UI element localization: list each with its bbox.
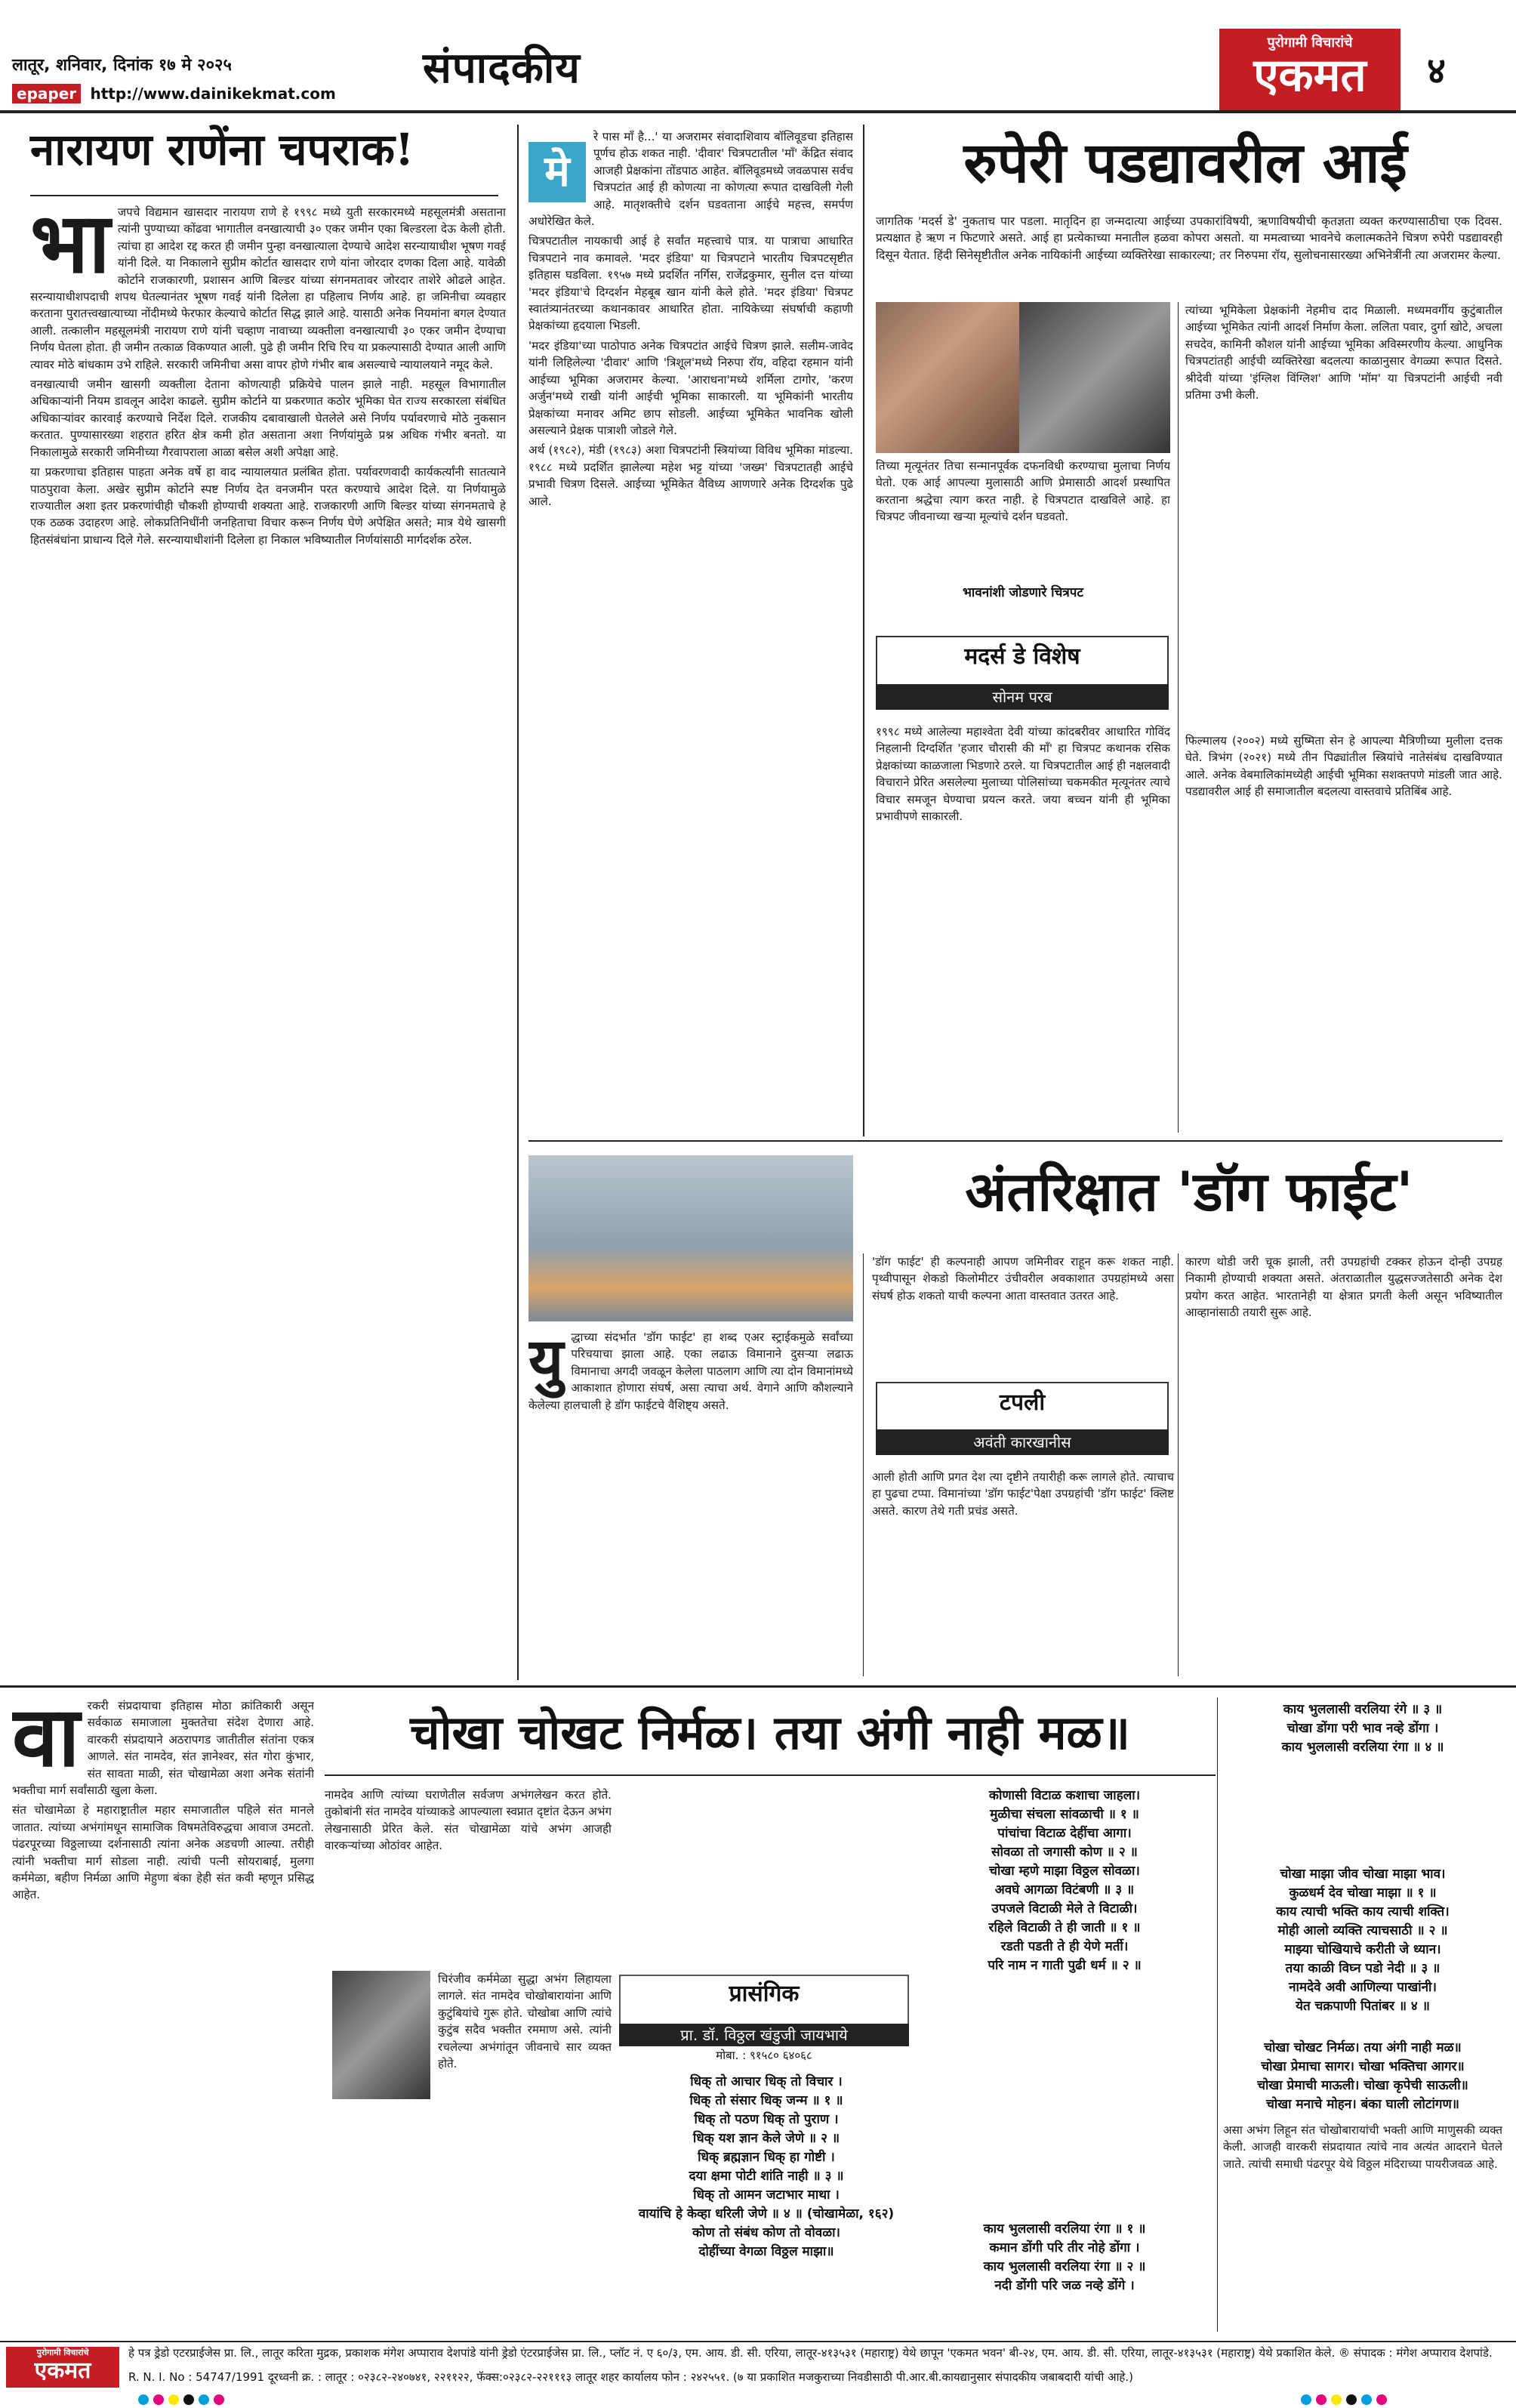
mothers-day-author: सोनम परब bbox=[876, 684, 1169, 710]
prasangik-title: प्रासंगिक bbox=[729, 1981, 800, 2007]
poem1-line: दोहींच्या वेगळा विठ्ठल माझा॥ bbox=[698, 2244, 834, 2259]
tapli-author: अवंती कारखानीस bbox=[876, 1429, 1169, 1455]
color-registration-dots-left bbox=[136, 2394, 226, 2408]
poem1-line: धिक् तो पठण धिक् तो पुराण । bbox=[694, 2112, 839, 2127]
poem5-line: चोखा प्रेमाची माऊली। चोखा कृपेची साऊली॥ bbox=[1257, 2078, 1468, 2093]
footer-logo-name: एकमत bbox=[34, 2357, 91, 2384]
article4-dropcap: यु bbox=[528, 1329, 564, 1395]
article5-col3-top bbox=[619, 1787, 914, 1968]
article4-headline: अंतरिक्षात 'डॉग फाईट' bbox=[965, 1159, 1413, 1223]
poem2-line: पांचांचा विटाळ देहींचा आगा। bbox=[997, 1826, 1132, 1841]
article4-p3: आली होती आणि प्रगत देश त्या दृष्टीने तयारीही करू लागले होते. त्याचाच हा पुढचा टप्पा. विमानांच्या 'डॉग फाईट'पेक्षा उपग्रहांची 'डॉग फाईट' क्लिष्ट असते. कारण तेथे गती प्रचंड असते. bbox=[872, 1470, 1174, 1518]
article3-caption: भावनांशी जोडणारे चित्रपट bbox=[962, 585, 1083, 600]
poem2-line: रडती पडती ते ही येणे मर्ती। bbox=[1000, 1939, 1129, 1954]
poem-block-1 bbox=[619, 2073, 914, 2262]
article5-col2-bottom bbox=[332, 2107, 430, 2333]
article1-headline: नारायण राणेंना चपराक! bbox=[30, 124, 414, 175]
article3-col-d: फिल्मालय (२००२) मध्ये सुष्मिता सेन हे आपल्या मैत्रिणीच्या मुलीला दत्तक घेते. त्रिभंग (२०२१) मध्ये तीन पिढ्यांतील स्त्रियांचे नातेसंबंध दाखविण्यात आले. अनेक वेबमालिकांमध्येही आईची भूमिका सशक्तपणे मांडली जात आहे. पडद्यावरील आई ही समाजातील बदलत्या वास्तवाचे प्रतिबिंब आहे. bbox=[1185, 734, 1502, 799]
article4-p1: द्धाच्या संदर्भात 'डॉग फाईट' हा शब्द एअर स्ट्राईकमुळे सर्वांच्या परिचयाचा झाला आहे. एका लढाऊ विमानाने दुसऱ्या लढाऊ विमानाचा अगदी जवळून केलेला पाठलाग आणि त्या दोन विमानांमध्ये आकाशात होणारा संघर्ष, असा त्याचा अर्थ. वेगाने आणि कौशल्याने केलेल्या हालचाली हे डॉग फाईटचे वैशिष्ट्य असते. bbox=[528, 1330, 853, 1412]
article5-col5-body bbox=[1223, 1763, 1502, 1861]
teal-spacer bbox=[528, 128, 593, 211]
article5-p5: असा अभंग लिहून संत चोखोबारायांची भक्ती आणि माणुसकी व्यक्त केली. आजही वारकरी संप्रदायात त्यांचे नाव अत्यंत आदराने घेतले जाते. त्यांची समाधी पंढरपूर येथे विठ्ठल मंदिराच्या पायरीजवळ आहे. bbox=[1223, 2123, 1502, 2171]
logo-name: एकमत bbox=[1253, 49, 1367, 102]
article3-headline: रुपेरी पडद्यावरील आई bbox=[963, 131, 1407, 196]
footer-logo bbox=[6, 2347, 119, 2388]
poem2-line: मुळीचा संचला सांवळाची ॥ १ ॥ bbox=[990, 1807, 1139, 1822]
poem4-line: माझ्या चोखियाचे करीती जे ध्यान। bbox=[1284, 1942, 1441, 1957]
article3-col-a: तिच्या मृत्यूनंतर तिचा सन्मानपूर्वक दफनविधी करण्याचा मुलाचा निर्णय घेतो. एक आई आपल्या मुलासाठी आणि प्रेमासाठी आदर्श प्रस्थापित करताना श्रद्धेचा त्याग करत नाही. हे चित्रपटात दाखविले आहे. हा चित्रपट जीवनाच्या खऱ्या मूल्यांचे दर्शन घडवतो. bbox=[876, 459, 1170, 524]
poem4-line: नामदेवे अवी आणिल्या पाखांनी। bbox=[1289, 1980, 1437, 1995]
epaper-line bbox=[12, 85, 336, 103]
poem2-line: रहिले विटाळी ते ही जाती ॥ १ ॥ bbox=[988, 1920, 1141, 1935]
poem4-line: काय त्याची भक्ति काय त्याची शक्ति। bbox=[1276, 1904, 1450, 1919]
article2-p3: 'मदर इंडिया'च्या पाठोपाठ अनेक चित्रपटांत आईचे चित्रण झाले. सलीम-जावेद यांनी लिहिलेल्या 'दीवार' आणि 'त्रिशूल'मध्ये निरुपा रॉय, वहिदा रहमान यांनी आईच्या भूमिका अजरामर केल्या. 'आराधना'मध्ये शर्मिला टागोर, 'करण अर्जुन'मध्ये राखी यांनी आईची भूमिका साकारली. या भूमिकांनी भारतीय प्रेक्षकांच्या मनावर अमिट छाप सोडली. आईच्या भूमिकेत भावनिक खोली असल्याने प्रेक्षक पात्राशी जोडले गेले. bbox=[528, 338, 853, 437]
poem2-tail-line: नदी डोंगी परि जळ नव्हे डोंगे । bbox=[994, 2278, 1135, 2293]
poem3-line: चोखा डोंगा परी भाव नव्हे डोंगा । bbox=[1286, 1721, 1439, 1736]
article5-headline: चोखा चोखट निर्मळ। तया अंगी नाही मळ॥ bbox=[410, 1705, 1130, 1760]
article1-p1: जपचे विद्यमान खासदार नारायण राणे हे १९९८ मध्ये युती सरकारमध्ये महसूलमंत्री असताना त्यांनी पुण्याच्या कोंढवा भागातील वनखात्याची ३० एकर जमीन एका बिल्डरला देऊ केली होती. त्यांचा हा आदेश रद्द करत ही जमीन पुन्हा वनखात्याला देण्याचे आदेश सरन्यायाधीश भूषण गवई यांनी दिले. या निकालाने सुप्रीम कोर्टात खासदार राणे यांना जोरदार दणका दिला आहे. यावेळी कोर्टाने राजकारणी, प्रशासन आणि बिल्डर यांच्या संगनमतावर जोरदार ताशेरे ओढले आहेत. सरन्यायाधीशपदाची शपथ घेतल्यानंतर भूषण गवई यांनी दिलेला हा पहिलाच निर्णय आहे. हा जमिनीचा व्यवहार करताना पुरातत्त्वखात्याच्या नोंदीमध्ये फेरफार केल्याचे कोर्टात सिद्ध झाले आहे. यासाठी अनेक नियमांना बगल देण्यात आली. तत्कालीन महसूलमंत्री नारायण राणे यांनी चव्हाण नावाच्या व्यक्तीला वनखात्याची ३० एकर जमीन देण्याचा निर्णय घेतला होता. ही जमीन तत्काळ विकण्यात आली. पुढे ही जमीन रिचि रिच या प्रकल्पासाठी देण्यात आली आणि त्यावर मोठे बांधकाम उभे राहिले. सरकारी जमिनीचा असा वापर होणे गंभीर बाब असल्याचे न्यायालयाने नमूद केले. bbox=[30, 205, 506, 372]
footer-rni: R. N. I. No : 54747/1991 दूरध्वनी क्र. : लातूर : ०२३८२-२४०७४१, २२११२२, फॅक्स:०२३८२-२२१११३ लातूर शहर कार्यालय फोन : २४२५५१. (७ या प्रकाशित मजकुराच्या निवडीसाठी पी.आर.बी.कायद्यानुसार संपादकीय जबाबदारी यांची आहे.) bbox=[128, 2370, 1133, 2384]
poem3-line: काय भुललासी वरलिया रंगा ॥ ४ ॥ bbox=[1281, 1740, 1444, 1755]
article5-col-1 bbox=[12, 1697, 314, 2332]
poem-block-3 bbox=[1223, 1700, 1502, 1757]
poem2-line: अवघे आगळा विटंबणी ॥ ३ ॥ bbox=[994, 1882, 1135, 1898]
poem1-line: दया क्षमा पोटी शांति नाही ॥ ३ ॥ bbox=[689, 2169, 844, 2184]
col-divider-5 bbox=[1178, 1253, 1179, 1676]
poem2-line: उपजले विटाळी मेले ते विटाळी। bbox=[991, 1901, 1138, 1916]
article1-p3: या प्रकरणाचा इतिहास पाहता अनेक वर्षे हा वाद न्यायालयात प्रलंबित होता. पर्यावरणवादी कार्यकर्त्यांनी सातत्याने पाठपुरावा केला. अखेर सुप्रीम कोर्टाने स्पष्ट निर्णय देत वनजमीन परत करण्याचे आदेश दिले. या निर्णयामुळे राज्यातील अशा इतर प्रकरणांचीही चौकशी होण्याची शक्यता आहे. राजकारणी आणि बिल्डर यांच्या संगनमताचे हे एक ठळक उदाहरण आहे. लोकप्रतिनिधींनी जनहिताचा विचार करून निर्णय घेणे अपेक्षित असते; मात्र येथे खासगी हितसंबंधांना प्राधान्य दिले गेले. सरन्यायाधीशांनी दिलेला हा निकाल भविष्यातील निर्णयांसाठी मार्गदर्शक ठरेल. bbox=[30, 465, 506, 547]
poem5-line: चोखा चोखट निर्मळ। तया अंगी नाही मळ॥ bbox=[1264, 2040, 1462, 2055]
article4-p2: 'डॉग फाईट' ही कल्पनाही आपण जमिनीवर राहून करू शकत नाही. पृथ्वीपासून शेकडो किलोमीटर उंचीवरील अवकाशात उपग्रहांमध्ये असा संघर्ष होऊ शकतो याची कल्पना आता वास्तवात उतरत आहे. bbox=[872, 1255, 1174, 1303]
poem2-tail-line: कमान डोंगी परि तीर नोहे डोंगा । bbox=[989, 2240, 1140, 2255]
color-registration-dots-right bbox=[1299, 2394, 1389, 2408]
article5-dropcap: वा bbox=[12, 1697, 80, 1785]
logo-tagline: पुरोगामी विचारांचे bbox=[1267, 35, 1353, 51]
article3-col-c: त्यांच्या भूमिकेला प्रेक्षकांनी नेहमीच दाद मिळाली. मध्यमवर्गीय कुटुंबातील आईच्या भूमिकेत त्यांनी आदर्श निर्माण केला. ललिता पवार, दुर्गा खोटे, अचला सचदेव, कामिनी कौशल यांनी आईच्या भूमिका अविस्मरणीय केल्या. आधुनिक चित्रपटांतही आईची व्यक्तिरेखा बदलत्या काळानुसार वेगळ्या रूपात दिसते. श्रीदेवी यांच्या 'इंग्लिश विंग्लिश' आणि 'मॉम' या चित्रपटांनी आईची नवी प्रतिमा उभी केली. bbox=[1185, 304, 1502, 402]
article2-p2: चित्रपटातील नायकाची आई हे सर्वांत महत्त्वाचे पात्र. या पात्राचा आधारित चित्रपटाने नाव कमावले. 'मदर इंडिया' या चित्रपटाने भारतीय चित्रपटसृष्टीत इतिहास घडविला. १९५७ मध्ये प्रदर्शित नर्गिस, राजेंद्रकुमार, सुनील दत्त यांच्या 'मदर इंडिया'चे दिग्दर्शन मेहबूब खान यांनी केले होते. 'मदर इंडिया' चित्रपट स्वातंत्र्यानंतरच्या कथानकावर आधारित होता. नायिकेच्या संघर्षाची कहाणी प्रेक्षकांच्या हृदयाला भिडली. bbox=[528, 234, 853, 333]
saint-illustration bbox=[332, 1971, 430, 2099]
poem5-line: चोखा मनाचे मोहन। बंका घाली लोटांगण॥ bbox=[1266, 2097, 1459, 2112]
ekmat-logo bbox=[1219, 29, 1400, 110]
actress-photo-1 bbox=[876, 302, 1019, 453]
section-title: संपादकीय bbox=[423, 44, 581, 93]
article5-p2: संत चोखामेळा हे महाराष्ट्रातील महार समाजातील पहिले संत मानले जातात. त्यांच्या अभंगांमधून सामाजिक विषमतेविरुद्धचा आवाज उमटतो. पंढरपूरच्या विठ्ठलाच्या दर्शनासाठी त्यांना अनेक अडचणी आल्या. तरीही त्यांनी भक्तीचा मार्ग सोडला नाही. त्यांची पत्नी सोयराबाई, मुलगा कर्ममेळा, बहीण निर्मळा आणि मेहुणा बंका हेही संत कवी म्हणून प्रसिद्ध आहेत. bbox=[12, 1803, 314, 1902]
article3-intro: जागतिक 'मदर्स डे' नुकताच पार पडला. मातृदिन हा जन्मदात्या आईच्या उपकारांविषयी, ऋणाविषयीची कृतज्ञता व्यक्त करण्यासाठीचा एक दिवस. प्रत्यक्षात हे ऋण न फिटणारे असते. आई हा प्रत्येकाच्या मनातील हळवा कोपरा असतो. या ममत्वाच्या भावनेचे कलात्मकतेने चित्रण रुपेरी पडद्यावरही दिसून येतात. हिंदी सिनेसृष्टीतील अनेक नायिकांनी आईच्या व्यक्तिरेखा साकारल्या; तर निरुपमा रॉय, सुलोचनासारख्या अभिनेत्रींनी त्या अजरामर केल्या. bbox=[876, 214, 1502, 262]
poem-block-5 bbox=[1223, 2039, 1502, 2114]
article3-col-b: १९९८ मध्ये आलेल्या महाश्वेता देवी यांच्या कांदबरीवर आधारित गोविंद निहलानी दिग्दर्शित 'हजार चौरासी की माँ' हा चित्रपट कथानक रसिक प्रेक्षकांच्या काळजाला भिडणारे ठरले. या चित्रपटातील आई ही नक्षलवादी विचाराने प्रेरित असलेल्या मुलाच्या पोलिसांच्या चकमकीत मृत्यूनंतर त्याचे विचार समजून घेण्याचा प्रयत्न करते. जया बच्चन यांनी ही भूमिका प्रभावीपणे साकारली. bbox=[876, 725, 1170, 824]
poem4-line: येत चक्रपाणी पितांबर ॥ ४ ॥ bbox=[1296, 1999, 1430, 2014]
article2-bottom-rule bbox=[528, 1140, 1502, 1142]
article4-body-1 bbox=[528, 1329, 853, 1676]
article1-body bbox=[30, 204, 506, 1680]
article5-col4-body bbox=[921, 1986, 1208, 2212]
actress-photo-2 bbox=[1019, 302, 1170, 453]
article5-p1: रकरी संप्रदायाचा इतिहास मोठा क्रांतिकारी असून सर्वकाळ समाजाला मुक्ततेचा संदेश देणारा आहे. वारकरी संप्रदायाने अठरापगड जातीतील संतांना एकत्र आणले. संत नामदेव, संत ज्ञानेश्वर, संत गोरा कुंभार, संत सावता माळी, संत चोखामेळा अशा अनेक संतांनी भक्तीचा मार्ग सर्वांसाठी खुला केला. bbox=[12, 1699, 314, 1798]
poem2-tail-line: काय भुललासी वरलिया रंगा ॥ २ ॥ bbox=[983, 2259, 1146, 2274]
poem2-line: परि नाम न गाती पुढी धर्म ॥ २ ॥ bbox=[988, 1958, 1142, 1973]
article2-teal-letter: मे bbox=[528, 142, 586, 202]
mothers-day-title: मदर्स डे विशेष bbox=[964, 643, 1080, 670]
poem2-line: कोणासी विटाळ कशाचा जाहला। bbox=[988, 1788, 1141, 1803]
article5-p4: चिरंजीव कर्ममेळा सुद्धा अभंग लिहायला लागले. संत नामदेव चोखोबारायांना आणि कुटुंबियांचे गुरू होते. चोखोबा आणि त्यांचे कुटुंब सदैव भक्तीत रममाण असे. त्यांनी रचलेल्या अभंगांतून जीवनाचे सार व्यक्त होते. bbox=[438, 1972, 612, 2071]
article1-dropcap: भा bbox=[30, 204, 110, 291]
poem1-line: धिक् ब्रह्मज्ञान धिक् हा गोष्टी । bbox=[698, 2150, 835, 2165]
article2-p4: अर्थ (१९८२), मंडी (१९८३) अशा चित्रपटांनी स्त्रियांच्या विविध भूमिका मांडल्या. १९८८ मध्ये प्रदर्शित झालेल्या महेश भट्ट यांच्या 'जख्म' चित्रपटातही आईचे प्रभावी चित्रण दिसले. आईच्या भूमिकेत वैविध्य आणणारे अनेक दिग्दर्शक पुढे आले. bbox=[528, 443, 853, 508]
poem1-line: धिक् यश ज्ञान केले जेणे ॥ २ ॥ bbox=[692, 2131, 840, 2146]
article5-p3: नामदेव आणि त्यांच्या घराणेतील सर्वजण अभंगलेखन करत होते. तुकोबांनी संत नामदेव यांच्याकडे आपल्याला स्वप्नात दृष्टांत देऊन अभंग लेखनासाठी प्रेरित केले. संत चोखामेळा यांचे अभंग आजही वारकऱ्यांच्या ओठांवर आहेत. bbox=[325, 1788, 612, 1853]
footer-logo-tag: पुरोगामी विचारांचे bbox=[36, 2348, 89, 2357]
page-number: ४ bbox=[1427, 50, 1446, 92]
poem4-line: मोही आलो व्यक्ति त्याचसाठी ॥ २ ॥ bbox=[1277, 1923, 1448, 1938]
poem5-line: चोखा प्रेमाचा सागर। चोखा भक्तिचा आगर॥ bbox=[1261, 2059, 1465, 2074]
poem3-line: काय भुललासी वरलिया रंगे ॥ ३ ॥ bbox=[1283, 1702, 1443, 1717]
date-line: लातूर, शनिवार, दिनांक १७ मे २०२५ bbox=[12, 56, 232, 75]
tapli-title: टपली bbox=[999, 1389, 1046, 1416]
epaper-url[interactable]: http://www.dainikekmat.com bbox=[90, 85, 336, 103]
col-divider-1 bbox=[517, 125, 519, 1680]
footer-rule bbox=[0, 2341, 1516, 2342]
poem4-line: कुळधर्म देव चोखा माझा ॥ १ ॥ bbox=[1289, 1885, 1437, 1901]
header-rule bbox=[0, 110, 1516, 113]
poem2-line: चोखा म्हणे माझा विठ्ठल सोवळा। bbox=[989, 1864, 1140, 1879]
poem-block-2-tail bbox=[921, 2220, 1208, 2295]
poem2-tail-line: काय भुललासी वरलिया रंगा ॥ १ ॥ bbox=[983, 2221, 1146, 2237]
poem1-line: धिक् तो संसार धिक् जन्म ॥ १ ॥ bbox=[689, 2093, 843, 2108]
prasangik-author: प्रा. डॉ. विठ्ठल खंडुजी जायभाये bbox=[619, 2024, 909, 2046]
poem4-line: चोखा माझा जीव चोखा माझा भाव। bbox=[1280, 1867, 1446, 1882]
article5-rule bbox=[325, 1774, 1216, 1776]
poem4-line: तया काळी विघ्न पडो नेदी ॥ ३ ॥ bbox=[1285, 1961, 1441, 1976]
col-divider-6 bbox=[1217, 1697, 1218, 2332]
poem-block-4 bbox=[1223, 1865, 1502, 2016]
col-divider-3 bbox=[1178, 302, 1179, 1133]
article2-p1: रे पास माँ है...' या अजरामर संवादाशिवाय बॉलिवूडचा इतिहास पूर्णच होऊ शकत नाही. 'दीवार' चित्रपटातील 'माँ' केंद्रित संवाद आजही प्रेक्षकांना तोंडपाठ आहेत. बॉलिवूडमध्ये जवळपास सर्वच चित्रपटांत आई ही कोणत्या ना कोणत्या रूपात दाखविली गेली आहे. मातृशक्तीचे दर्शन घडवताना आईचे महत्त्व, समर्पण अधोरेखित केले. bbox=[528, 130, 853, 229]
col-divider-4 bbox=[863, 1253, 864, 1676]
poem1-line: धिक् तो आमन जटाभार माथा । bbox=[693, 2188, 840, 2203]
poem-block-2 bbox=[921, 1787, 1208, 1975]
section-rule bbox=[0, 1685, 1516, 1688]
article1-rule bbox=[30, 195, 498, 196]
prasangik-phone: मोबा. : ९१५८० ६४०६८ bbox=[716, 2049, 812, 2062]
col-divider-2 bbox=[863, 125, 864, 1136]
footer-imprint: हे पत्र ड्रेडो एटरप्राईजेस प्रा. लि., लातूर करिता मुद्रक, प्रकाशक मंगेश अप्पाराव देशपांडे यांनी ड्रेडो एंटरप्राईजेस प्रा. लि., प्लॉट नं. ए ६०/३, एम. आय. डी. सी. एरिया, लातूर-४१३५३१ (महाराष्ट्र) येथे छापून 'एकमत भवन' बी-२४, एम. आय. डी. सी. एरिया, लातूर-४१३५३१ (महाराष्ट्र) येथे प्रकाशित केले. ® संपादक : मंगेश अप्पाराव देशपांडे. bbox=[128, 2346, 1493, 2360]
poem1-line: धिक् तो आचार धिक् तो विचार । bbox=[690, 2074, 843, 2089]
poem2-line: सोवळा तो जगासी कोण ॥ २ ॥ bbox=[991, 1845, 1138, 1860]
poem1-line: कोण तो संबंध कोण तो वोवळा। bbox=[692, 2225, 840, 2240]
article2-body bbox=[528, 128, 853, 1133]
poem1-line: वायांचि हे केव्हा धरिली जेणे ॥ ४ ॥ (चोखामेळा, १६२) bbox=[638, 2206, 895, 2221]
article4-p4: कारण थोडी जरी चूक झाली, तरी उपग्रहांची टक्कर होऊन दोन्ही उपग्रह निकामी होण्याची शक्यता असते. अंतराळातील युद्धसज्जतेसाठी अनेक देश प्रयोग करत आहेत. भारतानेही या क्षेत्रात प्रगती केली असून भविष्यातील आव्हानांसाठी तयारी सुरू आहे. bbox=[1185, 1255, 1502, 1320]
article1-p2: वनखात्याची जमीन खासगी व्यक्तीला देताना कोणत्याही प्रक्रियेचे पालन झाले नाही. महसूल विभागातील अधिकाऱ्यांनी नियम डावलून आदेश काढले. सुप्रीम कोर्टाने या प्रकरणात कठोर भूमिका घेत राज्य सरकारला संबंधित अधिकाऱ्यांवर कारवाई करण्याचे निर्देश दिले. राजकीय दबावाखाली घेतलेले असे निर्णय पर्यावरणाचे मोठे नुकसान करतात. पुण्यासारख्या शहरात हरित क्षेत्र कमी होत असताना अशा निर्णयांमुळे प्रश्न अधिक गंभीर बनतो. या निकालामुळे सरकारी जमिनीच्या गैरवापराला आळा बसेल अशी अपेक्षा आहे. bbox=[30, 378, 506, 459]
epaper-label: epaper bbox=[12, 84, 81, 103]
fighter-jets-image bbox=[528, 1155, 853, 1321]
